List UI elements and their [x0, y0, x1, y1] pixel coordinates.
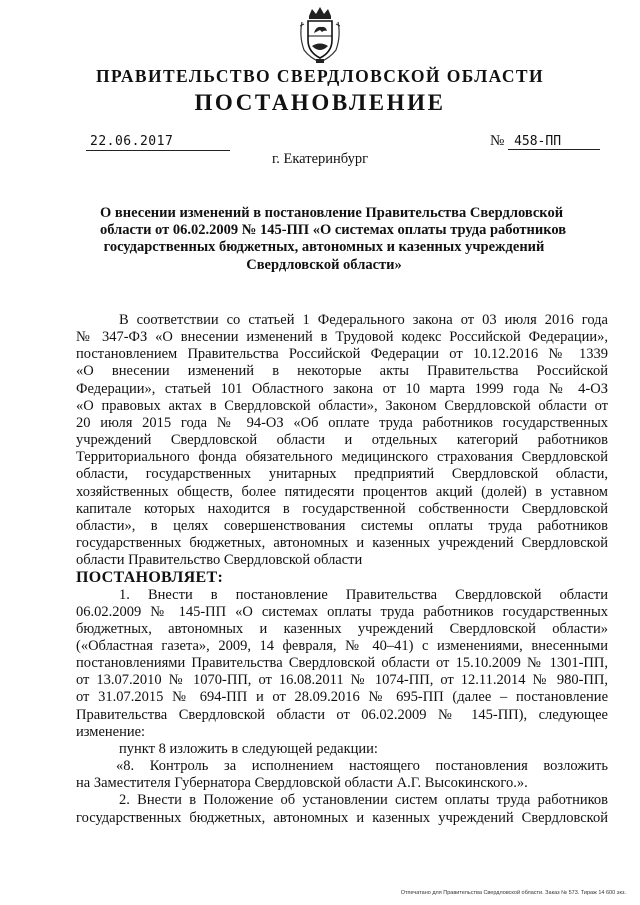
item1-line: 06.02.2009 № 145-ПП «О системах оплаты труда работников государственных	[76, 603, 608, 620]
preamble-line: Территориального фонда обязательного медицинского страхования Свердловской	[76, 449, 608, 466]
preamble-line: хозяйственных обществ, более пятидесяти процентов акций (долей) в уставном	[76, 483, 608, 500]
subject-line: О внесении изменений в постановление Правительства Свердловской	[100, 205, 564, 221]
preamble-line: государственных бюджетных, автономных и казенных учреждений Свердловской	[76, 535, 608, 552]
preamble-line: области, государственных унитарных предприятий Свердловской области,	[76, 466, 608, 483]
document-body	[76, 312, 608, 827]
preamble-line: учреждений Свердловской области и отдельных категорий работников	[76, 432, 608, 449]
preamble-line: постановлением Правительства Российской Федерации от 10.12.2016 № 1339	[76, 346, 608, 363]
item1-line: от 13.07.2010 № 1070-ПП, от 16.08.2011 № 1074-ПП, от 12.11.2014 № 980-ПП,	[76, 672, 608, 689]
item2-line: государственных бюджетных, автономных и казенных учреждений Свердловской	[76, 809, 608, 826]
coat-of-arms-icon	[296, 6, 344, 64]
resolves-heading: ПОСТАНОВЛЯЕТ:	[76, 569, 224, 587]
print-footer: Отпечатано для Правительства Свердловской области. Заказ № 573. Тираж 14 600 экз.	[400, 890, 626, 896]
number-value: 458-ПП	[508, 134, 600, 150]
item1-line: постановлениями Правительства Свердловской области от 15.10.2009 № 1301-ПП,	[76, 655, 608, 672]
preamble-line: «О внесении изменений в некоторые акты Правительства Российской	[76, 363, 608, 380]
document-number	[490, 133, 600, 150]
preamble-line: области Правительство Свердловской области	[76, 552, 363, 569]
number-sign: №	[490, 133, 505, 149]
subject-line: государственных бюджетных, автономных и казенных учреждений	[103, 239, 545, 256]
preamble-line: № 347-ФЗ «О внесении изменений в Трудовой кодекс Российской Федерации»,	[76, 329, 608, 346]
city-label: г. Екатеринбург	[271, 151, 369, 167]
item1-sub: пункт 8 изложить в следующей редакции:	[119, 740, 378, 757]
preamble-line: области», в целях совершенствования системы оплаты труда работников	[76, 517, 608, 534]
item2-line: 2. Внести в Положение об установлении систем оплаты труда работников	[119, 792, 608, 809]
item1-line: 1. Внести в постановление Правительства Свердловской области	[119, 586, 608, 603]
preamble-line: В соответствии со статьей 1 Федерального закона от 03 июля 2016 года	[119, 312, 608, 328]
document-date: 22.06.2017	[86, 134, 230, 151]
item1-line: изменение:	[76, 723, 146, 740]
subject-line: Свердловской области»	[246, 256, 402, 273]
document-kind-title: ПОСТАНОВЛЕНИЕ	[194, 90, 446, 115]
item1-line: («Областная газета», 2009, 14 февраля, № 40–41) с изменениями, внесенными	[76, 637, 608, 654]
preamble-line: «О правовых актах в Свердловской области», Законом Свердловской области от	[76, 397, 608, 414]
preamble-line: капитале которых находится в государственной собственности Свердловской	[76, 500, 608, 517]
item1-line: Правительства Свердловской области от 06.02.2009 № 145-ПП), следующее	[76, 706, 608, 723]
item1-quote-line: на Заместителя Губернатора Свердловской области А.Г. Высокинского.».	[76, 775, 528, 792]
item1-line: бюджетных, автономных и казенных учреждений Свердловской области»	[76, 620, 608, 637]
item1-quote-line: «8. Контроль за исполнением настоящего постановления возложить	[116, 758, 608, 775]
subject-line: области от 06.02.2009 № 145-ПП «О системах оплаты труда работников	[100, 222, 567, 239]
document-subject	[100, 205, 567, 274]
government-title: ПРАВИТЕЛЬСТВО СВЕРДЛОВСКОЙ ОБЛАСТИ	[96, 66, 544, 86]
preamble-line: 20 июля 2015 года № 94-ОЗ «Об оплате труда работников государственных	[76, 414, 608, 431]
preamble-line: Федерации», статьей 101 Областного закона от 10 марта 1999 года № 4-ОЗ	[76, 380, 608, 397]
item1-line: от 31.07.2015 № 694-ПП и от 28.09.2016 № 695-ПП (далее – постановление	[76, 689, 608, 706]
